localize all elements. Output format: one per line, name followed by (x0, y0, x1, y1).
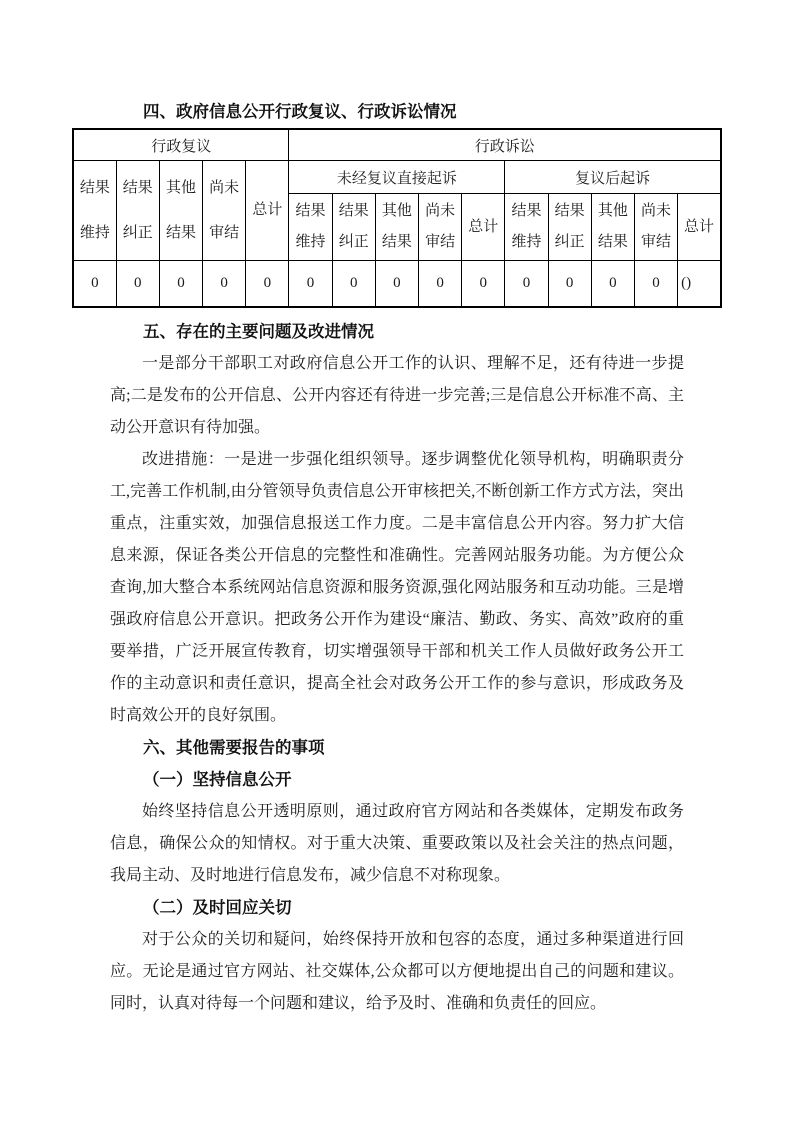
data-cell: 0 (73, 261, 116, 308)
table-data-row (73, 261, 721, 308)
section5-paragraph-improvements: 改进措施：一是进一步强化组织领导。逐步调整优化领导机构，明确职责分工,完善工作机制,由分管领导负责信息公开审核把关,不断创新工作方式方法，突出重点，注重实效，加强信息报送工作力度。二是丰富信息公开内容。努力扩大信息来源，保证各类公开信息的完整性和准确性。完善网站服务功能。为方便公众查询,加大整合本系统网站信息资源和服务资源,强化网站服务和互动功能。三是增强政府信息公开意识。把政务公开作为建设“廉洁、勤政、务实、高效”政府的重要举措，广泛开展宣传教育，切实增强领导干部和机关工作人员做好政务公开工作的主动意识和责任意识，提高全社会对政务公开工作的参与意识，形成政务及时高效公开的良好氛围。 (110, 451, 684, 724)
data-cell: 0 (159, 261, 202, 308)
header-cell: 结果 纠正 (548, 194, 591, 261)
header-cell-total: 总计 (462, 194, 505, 261)
header-cell-total: 总计 (246, 161, 289, 261)
header-cell: 结果 纠正 (332, 194, 375, 261)
table-group-row (73, 129, 721, 161)
data-cell: 0 (419, 261, 462, 308)
header-cell: 尚未 审结 (634, 194, 677, 261)
section5-heading: 五、存在的主要问题及改进情况 (143, 323, 374, 341)
data-cell: 0 (375, 261, 418, 308)
header-cell: 尚未 审结 (203, 161, 246, 261)
data-cell: 0 (462, 261, 505, 308)
section4-heading: 四、政府信息公开行政复议、行政诉讼情况 (143, 103, 457, 121)
data-cell: 0 (332, 261, 375, 308)
section6-sub1-heading: （一）坚持信息公开 (143, 770, 292, 789)
header-cell: 其他 结果 (375, 194, 418, 261)
data-cell: 0 (203, 261, 246, 308)
data-cell: 0 (548, 261, 591, 308)
section6-sub2-paragraph: 对于公众的关切和疑问，始终保持开放和包容的态度，通过多种渠道进行回应。无论是通过官方网站、社交媒体,公众都可以方便地提出自己的问题和建议。同时，认真对待每一个问题和建议，给予及时、准确和负责任的回应。 (110, 931, 684, 1012)
admin-review-litigation-table (72, 128, 722, 308)
subgroup-suit-after-review: 复议后起诉 (505, 161, 721, 194)
section5-paragraph-problems: 一是部分干部职工对政府信息公开工作的认识、理解不足，还有待进一步提高;二是发布的公开信息、公开内容还有待进一步完善;三是信息公开标准不高、主动公开意识有待加强。 (110, 355, 684, 436)
data-cell: 0 (289, 261, 332, 308)
header-cell: 其他 结果 (591, 194, 634, 261)
data-cell: 0 (591, 261, 634, 308)
header-cell-total: 总计 (678, 194, 721, 261)
section6-sub1-paragraph: 始终坚持信息公开透明原则，通过政府官方网站和各类媒体，定期发布政务信息，确保公众的知情权。对于重大决策、重要政策以及社会关注的热点问题，我局主动、及时地进行信息发布，减少信息不对称现象。 (110, 803, 684, 884)
group-admin-litigation: 行政诉讼 (289, 129, 721, 161)
header-cell: 结果 维持 (505, 194, 548, 261)
data-cell: 0 (634, 261, 677, 308)
data-cell: 0 (116, 261, 159, 308)
data-cell: 0 (246, 261, 289, 308)
header-cell: 结果 纠正 (116, 161, 159, 261)
group-admin-review: 行政复议 (73, 129, 289, 161)
table-subgroup-row (73, 161, 721, 194)
header-cell: 结果 维持 (73, 161, 116, 261)
document-content (72, 96, 722, 1020)
data-cell: 0 (505, 261, 548, 308)
data-cell: () (678, 261, 721, 308)
section6-heading: 六、其他需要报告的事项 (143, 739, 325, 757)
header-cell: 其他 结果 (159, 161, 202, 261)
subgroup-direct-suit: 未经复议直接起诉 (289, 161, 505, 194)
section6-sub2-heading: （二）及时回应关切 (143, 898, 292, 917)
header-cell: 结果 维持 (289, 194, 332, 261)
header-cell: 尚未 审结 (419, 194, 462, 261)
